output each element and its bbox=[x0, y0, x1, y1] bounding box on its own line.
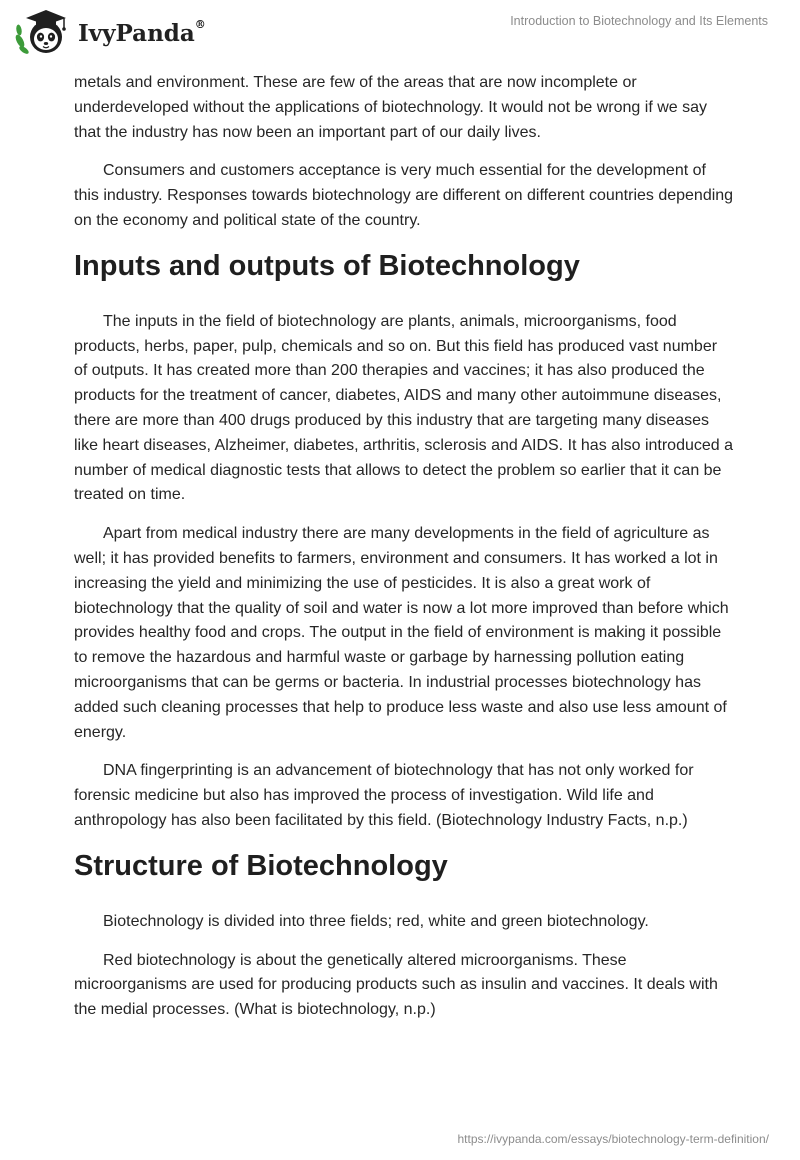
essay-body bbox=[74, 71, 734, 1037]
logo-text bbox=[78, 20, 206, 47]
paragraph: Biotechnology is divided into three fields; red, white and green biotechnology. bbox=[103, 912, 649, 930]
source-url-link[interactable]: https://ivypanda.com/essays/biotechnology-term-definition/ bbox=[457, 1132, 769, 1146]
paragraph: Apart from medical industry there are many developments in the field of agriculture as well; it has provided benefits to farmers, environment and consumers. It has worked a lot in increasing the yield and minimizing the use of pesticides. It is also a great work of biotechnology that the quality of soil and water is now a lot more improved than before which provides healthy food and crops. The output in the field of environment is making it possible to remove the hazardous and harmful waste or garbage by harnessing pollution eating microorganisms that can be germs or bacteria. In industrial processes biotechnology has added such cleaning processes that help to produce less waste and also use less amount of energy. bbox=[74, 525, 729, 741]
paragraph: DNA fingerprinting is an advancement of biotechnology that has not only worked for forensic medicine but also has improved the process of investigation. Wild life and anthropology has also been facilitated by this field. (Biotechnology Industry Facts, n.p.) bbox=[74, 762, 694, 829]
registered-mark: ® bbox=[194, 18, 206, 31]
document-title: Introduction to Biotechnology and Its Elements bbox=[510, 14, 768, 28]
paragraph: metals and environment. These are few of the areas that are now incomplete or underdeveloped without the applications of biotechnology. It would not be wrong if we say that the industry has now been an important part of our daily lives. bbox=[74, 74, 707, 141]
ivypanda-logo[interactable] bbox=[14, 8, 204, 58]
section-heading-structure: Structure of Biotechnology bbox=[74, 849, 448, 882]
page-header bbox=[0, 0, 800, 70]
paragraph: Red biotechnology is about the genetically altered microorganisms. These microorganisms are used for producing products such as insulin and vaccines. It deals with the medial processes. (What is biotechnology, n.p.) bbox=[74, 951, 718, 1019]
panda-logo-icon bbox=[14, 8, 76, 58]
paragraph: The inputs in the field of biotechnology are plants, animals, microorganisms, food products, herbs, paper, pulp, chemicals and so on. But this field has produced vast number of outputs. It has created more than 200 therapies and vaccines; it has also produced the products for the treatment of cancer, diabetes, AIDS and many other autoimmune diseases, there are more than 400 drugs produced by this industry that are targeting many diseases like heart diseases, Alzheimer, diabetes, arthritis, sclerosis and AIDS. It has also introduced a number of medical diagnostic tests that allows to detect the problem so earlier that it can be treated on time. bbox=[74, 312, 733, 504]
brand-name: IvyPanda bbox=[78, 20, 195, 47]
section-heading-inputs-outputs: Inputs and outputs of Biotechnology bbox=[74, 249, 580, 282]
paragraph: Consumers and customers acceptance is very much essential for the development of this industry. Responses towards biotechnology are different on different countries depending on the economy and political state of the country. bbox=[74, 162, 734, 229]
